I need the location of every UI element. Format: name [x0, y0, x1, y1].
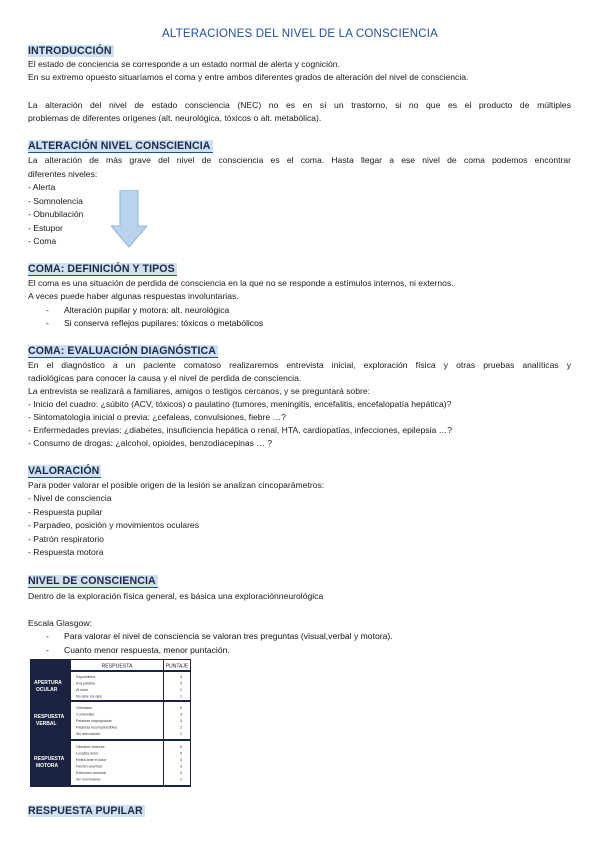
eval-line-1: En el diagnóstico a un paciente comatoso realizaremos entrevista inicial, exploración física y otras pruebas analíticas y [28, 360, 571, 370]
dash-bullet: - [46, 631, 49, 641]
glasgow-item: Orientado [76, 706, 92, 710]
glasgow-score: 4 [180, 675, 183, 679]
nivel-dash-2: Cuanto menor respuesta, menor puntación. [64, 645, 230, 655]
heading-respuesta-pupilar: RESPUESTA PUPILAR [28, 805, 143, 817]
dash-bullet: - [46, 318, 49, 328]
glasgow-label-apertura-2: OCULAR [36, 687, 58, 693]
coma-line-1: El coma es una situación de perdida de consciencia en la que no se responde a estímulos internos, ni externos. [28, 278, 454, 288]
level-item: - Alerta [28, 182, 56, 192]
document-title: ALTERACIONES DEL NIVEL DE LA CONSCIENCIA [162, 28, 438, 40]
valoracion-item: - Parpadeo, posición y movimientos oculares [28, 520, 200, 530]
glasgow-score: 6 [180, 745, 183, 749]
intro-line-1: El estado de conciencia se corresponde a un estado normal de alerta y cognición. [28, 59, 340, 69]
glasgow-score: 5 [180, 751, 183, 756]
glasgow-item: Al dolor [76, 688, 89, 692]
intro-line-2: En su extremo opuesto situaríamos el coma y entre ambos diferentes grados de alteración del nivel de consciencia. [28, 72, 469, 82]
glasgow-label-motora-1: RESPUESTA [34, 756, 65, 762]
glasgow-item: No abre los ojos [76, 694, 102, 699]
glasgow-item: Palabras inapropiadas [76, 719, 112, 723]
glasgow-score: 3 [180, 719, 183, 723]
level-item: - Estupor [28, 223, 63, 233]
eval-line-4: - Inicio del cuadro: ¿súbito (ACV, tóxicos) o paulatino (tumores, meningitis, encefalitis, encefalopatía hepática)? [28, 399, 452, 409]
valoracion-line: Para poder valorar el posible origen de la lesión se analizan cincoparámetros: [28, 480, 325, 490]
level-item: - Coma [28, 236, 57, 246]
glasgow-header-puntaje: PUNTAJE [165, 663, 189, 670]
coma-dash-2: Si conserva reflejos pupilares: tóxicos o metabólicos [64, 318, 264, 328]
glasgow-score: 2 [180, 688, 183, 692]
level-item: - Obnubilación [28, 209, 84, 219]
glasgow-score: 2 [180, 771, 183, 775]
glasgow-item: Confundido [76, 712, 95, 717]
alteracion-line-2: diferentes niveles: [28, 169, 98, 179]
valoracion-item: - Respuesta motora [28, 547, 104, 557]
glasgow-header-respuesta: RESPUESTA [101, 663, 133, 670]
glasgow-label-verbal-2: VERBAL [36, 721, 57, 727]
eval-line-5: - Sintomatología inicial o previa: ¿cefaleas, convulsiones, fiebre …? [28, 412, 286, 422]
glasgow-label-motora-2: MOTORA [36, 763, 59, 769]
glasgow-item: Retira ante el dolor [76, 758, 107, 762]
glasgow-score: 1 [180, 694, 183, 699]
intro-para-2: problemas de diferentes orígenes (alt. neurológica, tóxicos o alt. metabólica). [28, 113, 322, 123]
glasgow-score: 2 [180, 725, 183, 730]
glasgow-item: A la palabra [76, 681, 95, 686]
down-arrow-icon [111, 190, 147, 248]
heading-valoracion: VALORACIÓN [28, 465, 100, 477]
glasgow-item: Extensión anormal [76, 771, 106, 775]
dash-bullet: - [46, 305, 49, 315]
glasgow-item: Obedece órdenes [76, 745, 105, 749]
glasgow-score: 4 [180, 712, 183, 717]
glasgow-score: 3 [180, 681, 183, 686]
glasgow-table [30, 659, 191, 787]
nivel-line: Dentro de la exploración física general, es básica una exploraciónneurológica [28, 591, 324, 601]
glasgow-item: Sin articulación [76, 732, 101, 736]
glasgow-item: Flexión anormal [76, 764, 102, 769]
valoracion-item: - Respuesta pupilar [28, 507, 103, 517]
heading-evaluacion: COMA: EVALUACIÓN DIAGNÓSTICA [28, 345, 216, 357]
valoracion-item: - Nivel de consciencia [28, 493, 112, 503]
coma-dash-1: Alteración pupilar y motora: alt. neurológica [64, 305, 230, 315]
eval-line-2: radiológicas para conocer la causa y el nivel de perdida de consciencia. [28, 373, 302, 383]
level-item: - Somnolencia [28, 196, 83, 206]
heading-coma-definicion: COMA: DEFINICIÓN Y TIPOS [28, 263, 175, 275]
glasgow-score: 4 [180, 758, 183, 762]
glasgow-item: Palabras incomprensibles [76, 725, 118, 730]
glasgow-score: 1 [180, 777, 183, 782]
heading-nivel-consciencia: NIVEL DE CONSCIENCIA [28, 575, 156, 587]
nivel-dash-1: Para valorar el nivel de consciencia se valoran tres preguntas (visual,verbal y motora). [64, 631, 393, 641]
coma-line-2: A veces puede haber algunas respuestas involuntarias. [28, 291, 239, 301]
glasgow-item: Localiza dolor [76, 751, 99, 756]
eval-line-6: - Enfermedades previas: ¿diabetes, insuficiencia hepática o renal, HTA, cardiopatías, infecciones, epilepsia …? [28, 425, 453, 435]
glasgow-score: 3 [180, 764, 183, 769]
valoracion-item: - Patrón respiratorio [28, 534, 104, 544]
eval-line-3: La entrevista se realizará a familiares, amigos o testigos cercanos, y se preguntará sobre: [28, 386, 371, 396]
glasgow-item: Sin movimiento [76, 777, 101, 782]
alteracion-line-1: La alteración de más grave del nivel de consciencia es el coma. Hasta llegar a ese nivel de coma podemos encontrar [28, 155, 571, 165]
intro-para-1: La alteración del nivel de estado consciencia (NEC) no es en sí un trastorno, si no que es el producto de múltiples [28, 100, 571, 110]
eval-line-7: - Consumo de drogas: ¿alcohol, opioides, benzodiacepinas … ? [28, 438, 273, 448]
glasgow-label-verbal-1: RESPUESTA [34, 714, 65, 720]
glasgow-score: 5 [180, 706, 183, 710]
dash-bullet: - [46, 645, 49, 655]
glasgow-score: 1 [180, 732, 183, 736]
glasgow-item: Espontánea [76, 675, 96, 679]
escala-label: Escala Glasgow: [28, 618, 93, 628]
heading-alteracion: ALTERACIÓN NIVEL CONSCIENCIA [28, 140, 211, 152]
glasgow-label-apertura-1: APERTURA [34, 680, 62, 686]
heading-introduccion: INTRODUCCIÓN [28, 45, 112, 57]
